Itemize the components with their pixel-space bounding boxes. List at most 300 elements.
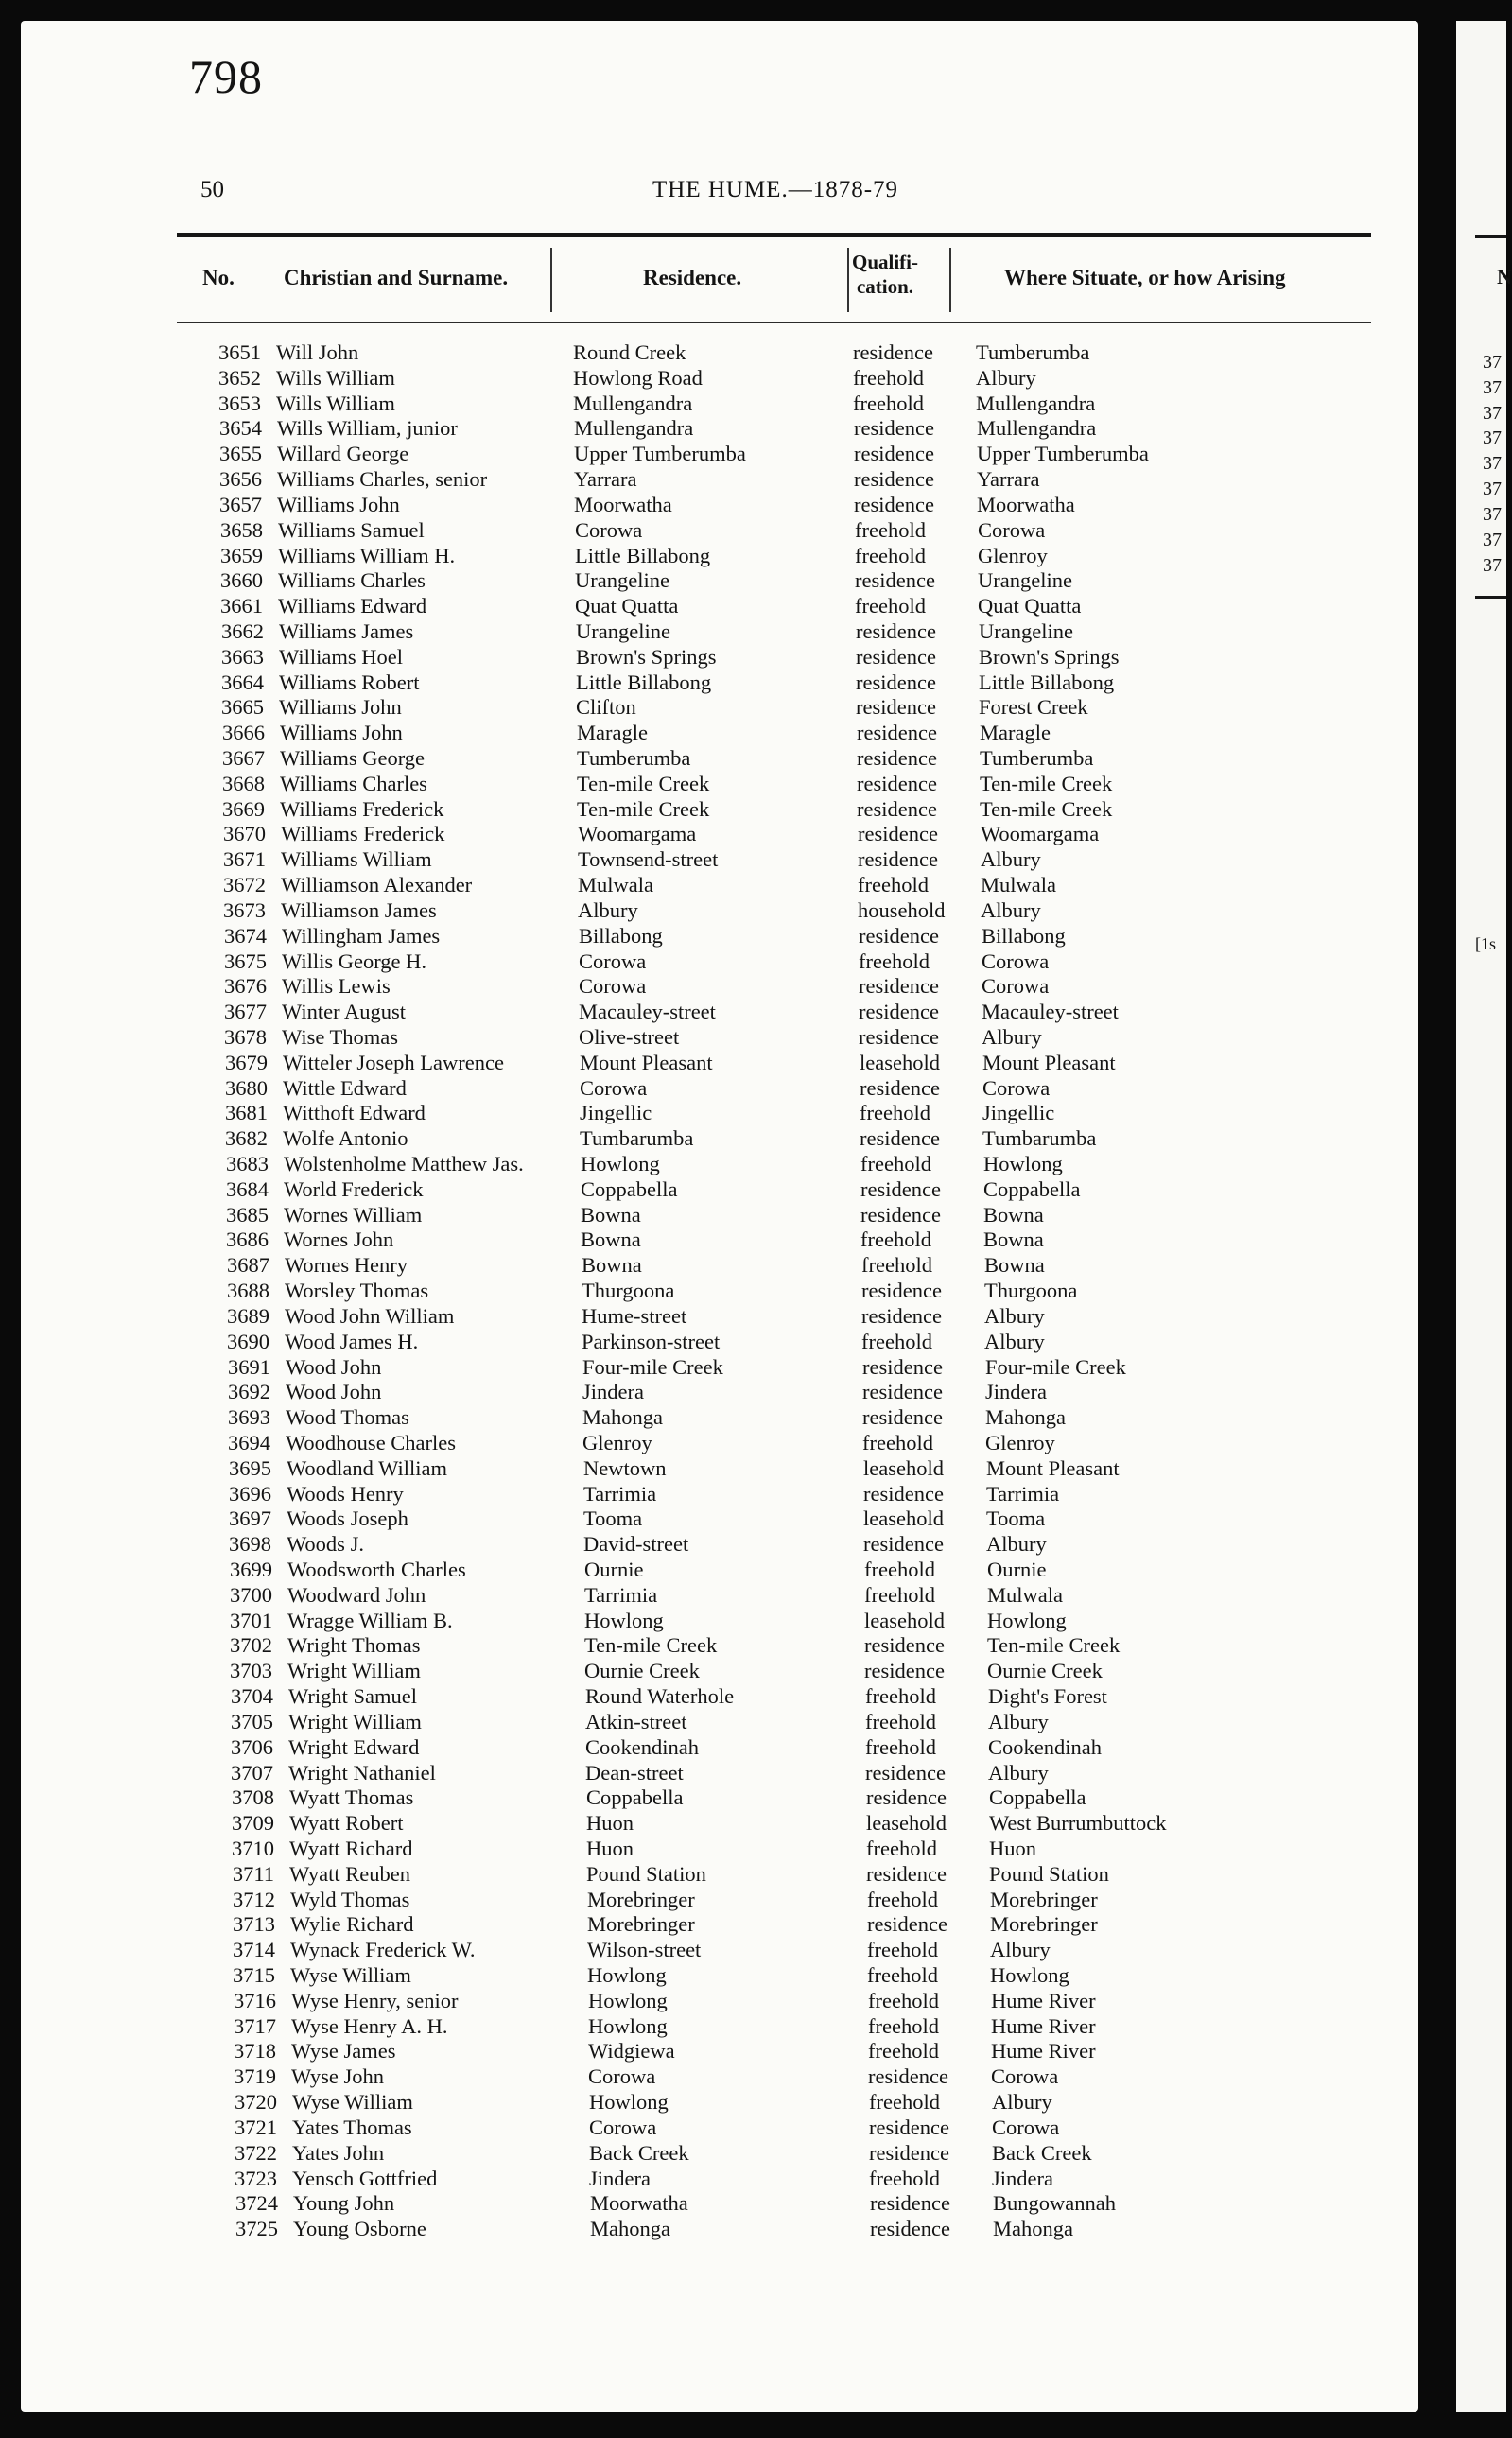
entry-where: Tumberumba [976,340,1090,364]
entry-number: 3677 [224,1000,267,1024]
entry-residence: Howlong [588,1988,668,2012]
entry-number: 3709 [232,1811,274,1836]
entry-residence: Ten-mile Creek [577,771,710,795]
entry-number: 3717 [234,2013,276,2038]
table-row [21,2039,1418,2064]
entry-name: Williams Frederick [281,822,445,846]
adjacent-page-number: 37 [1483,427,1502,449]
entry-qualification: residence [859,974,939,999]
entry-qualification: freehold [860,1228,931,1252]
table-row [21,1076,1418,1102]
table-row [21,721,1418,746]
entry-qualification: residence [868,2064,948,2089]
entry-number: 3723 [235,2166,277,2190]
entry-where: Dight's Forest [988,1684,1107,1709]
table-row [21,340,1418,366]
entry-residence: Maragle [577,721,648,745]
entry-name: Wright Edward [288,1734,420,1759]
table-row [21,1000,1418,1025]
entry-name: Woodward John [287,1582,426,1607]
elector-list [21,340,1418,2242]
entry-name: Wylie Richard [290,1912,414,1937]
entry-number: 3687 [227,1253,269,1278]
entry-number: 3711 [232,1861,274,1886]
entry-number: 3691 [228,1354,270,1379]
column-header-where: Where Situate, or how Arising [1004,266,1286,289]
entry-residence: Huon [586,1836,634,1860]
entry-residence: Dean-street [585,1760,684,1785]
entry-where: Yarrara [977,467,1040,492]
entry-where: Huon [989,1836,1036,1860]
entry-where: Howlong [990,1963,1069,1987]
entry-name: Woodsworth Charles [287,1558,466,1581]
running-title: THE HUME.—1878-79 [652,177,899,202]
table-row [21,746,1418,772]
entry-qualification: residence [854,492,934,516]
entry-qualification: residence [869,2115,949,2139]
table-row [21,1355,1418,1381]
entry-number: 3657 [219,492,262,516]
entry-qualification: residence [855,568,935,593]
entry-residence: Olive-street [579,1024,680,1049]
table-row [21,1912,1418,1938]
entry-where: Little Billabong [979,670,1115,694]
entry-name: Williams William [281,847,432,872]
entry-where: Corowa [992,2115,1060,2139]
entry-number: 3707 [231,1760,273,1785]
entry-number: 3683 [226,1152,269,1175]
entry-residence: Mulwala [578,873,653,897]
table-row [21,2217,1418,2242]
entry-number: 3701 [230,1608,272,1632]
table-row [21,822,1418,847]
entry-residence: Coppabella [586,1785,684,1810]
entry-qualification: freehold [855,594,926,618]
entry-residence: Mahonga [590,2217,670,2241]
entry-residence: Wilson-street [587,1938,702,1962]
entry-name: Wood John [286,1354,382,1379]
adjacent-page-rule [1475,596,1506,599]
entry-residence: Moorwatha [590,2191,688,2216]
entry-qualification: residence [862,1405,943,1430]
entry-where: Upper Tumberumba [977,442,1149,466]
entry-residence: Mullengandra [573,391,693,415]
entry-name: Wyse Henry, senior [291,1988,459,2012]
entry-name: Wolfe Antonio [283,1126,408,1151]
entry-where: Tumbarumba [982,1126,1097,1151]
column-header-residence: Residence. [643,266,742,289]
table-row [21,1659,1418,1684]
table-row [21,568,1418,594]
table-row [21,1253,1418,1279]
entry-name: Will John [276,340,359,364]
entry-where: Jingellic [982,1101,1055,1125]
entry-qualification: leasehold [866,1811,947,1836]
entry-where: Hume River [991,2013,1096,2038]
entry-qualification: freehold [868,1988,939,2012]
entry-qualification: freehold [868,2039,939,2064]
entry-name: Williams William H. [278,543,456,567]
table-row [21,2141,1418,2167]
header-bottom-rule [177,322,1371,323]
entry-name: Williams John [277,492,400,516]
entry-where: Glenroy [978,543,1048,567]
entry-where: Albury [984,1303,1045,1328]
entry-residence: Corowa [579,949,647,973]
entry-name: Williams James [279,618,414,643]
table-row [21,2191,1418,2217]
table-row [21,493,1418,518]
entry-qualification: leasehold [863,1455,944,1480]
entry-number: 3655 [219,442,262,466]
entry-name: Wornes John [284,1228,394,1252]
entry-where: Howlong [983,1152,1063,1175]
entry-name: Wragge William B. [287,1608,453,1632]
column-divider [550,248,552,312]
table-row [21,1431,1418,1456]
entry-where: Ournie [987,1558,1047,1581]
entry-number: 3710 [232,1836,274,1860]
entry-where: Corowa [991,2064,1059,2089]
table-row [21,392,1418,417]
entry-number: 3692 [228,1380,270,1404]
table-row [21,594,1418,619]
table-row [21,2090,1418,2116]
entry-name: Wyse Henry A. H. [291,2013,448,2038]
entry-residence: Howlong Road [573,365,703,390]
entry-number: 3712 [233,1887,275,1911]
entry-qualification: residence [864,1659,945,1683]
entry-residence: Howlong [584,1608,664,1632]
entry-where: Jindera [985,1380,1047,1404]
entry-residence: Howlong [588,2013,668,2038]
entry-qualification: freehold [855,517,926,542]
table-row [21,1279,1418,1304]
entry-name: Wolstenholme Matthew Jas. [284,1152,524,1175]
entry-number: 3693 [228,1405,270,1430]
entry-residence: Tarrimia [583,1481,657,1506]
entry-name: Williamson James [281,897,437,922]
table-row [21,442,1418,467]
entry-qualification: freehold [853,391,924,415]
entry-name: Witthoft Edward [283,1101,426,1125]
entry-number: 3663 [221,644,264,669]
table-row [21,1558,1418,1583]
table-row [21,695,1418,721]
entry-where: Mullengandra [976,391,1096,415]
entry-where: Corowa [982,974,1050,999]
entry-number: 3651 [218,340,261,364]
entry-where: Bowna [983,1228,1044,1252]
adjacent-page-number: 37 [1483,352,1502,373]
entry-number: 3714 [233,1938,275,1962]
entry-qualification: freehold [867,1938,938,1962]
entry-number: 3684 [226,1176,269,1201]
entry-residence: Corowa [589,2115,657,2139]
entry-qualification: freehold [864,1558,935,1581]
table-row [21,1532,1418,1558]
entry-where: Albury [976,365,1036,390]
entry-name: Yates John [292,2140,385,2165]
entry-qualification: residence [867,1912,947,1937]
entry-qualification: freehold [868,2013,939,2038]
table-row [21,924,1418,949]
table-row [21,898,1418,924]
entry-residence: Morebringer [587,1912,695,1937]
entry-qualification: residence [856,670,936,694]
table-row [21,873,1418,898]
entry-number: 3706 [231,1734,273,1759]
entry-number: 3671 [223,847,266,872]
entry-name: Williams Frederick [280,796,444,821]
entry-where: Jindera [992,2166,1053,2190]
entry-qualification: residence [860,1126,940,1151]
table-row [21,949,1418,975]
table-row [21,1735,1418,1761]
entry-where: Thurgoona [984,1279,1078,1303]
entry-where: Albury [990,1938,1051,1962]
adjacent-page-number: 37 [1483,479,1502,500]
entry-qualification: freehold [866,1836,937,1860]
entry-where: Brown's Springs [979,644,1120,669]
entry-where: Corowa [982,1075,1051,1100]
adjacent-page-number: 37 [1483,402,1502,424]
entry-qualification: freehold [865,1734,936,1759]
entry-qualification: residence [859,1024,939,1049]
entry-name: Woodhouse Charles [286,1430,457,1454]
entry-residence: Atkin-street [585,1709,687,1733]
entry-qualification: residence [856,644,936,669]
entry-where: Urangeline [978,568,1072,593]
entry-where: Morebringer [990,1887,1098,1911]
entry-where: Mount Pleasant [982,1050,1116,1074]
entry-name: Wyld Thomas [290,1887,410,1911]
entry-where: Bowna [984,1253,1045,1278]
entry-name: Wyatt Robert [289,1811,404,1836]
entry-where: Mahonga [993,2217,1073,2241]
entry-qualification: residence [857,771,937,795]
entry-residence: Tooma [583,1506,643,1531]
entry-residence: Mount Pleasant [580,1050,713,1074]
adjacent-page-number: 37 [1483,554,1502,576]
entry-number: 3667 [222,746,265,770]
entry-qualification: residence [853,340,933,364]
entry-qualification: freehold [869,2090,940,2115]
table-row [21,467,1418,493]
entry-name: Wills William [276,365,395,390]
entry-residence: Moorwatha [574,492,672,516]
table-row [21,1710,1418,1735]
entry-number: 3673 [223,897,266,922]
entry-residence: Urangeline [575,568,669,593]
table-row [21,1456,1418,1482]
table-row [21,797,1418,823]
table-row [21,518,1418,544]
entry-name: Wittle Edward [283,1075,407,1100]
entry-where: Albury [984,1329,1045,1353]
entry-where: Albury [986,1532,1047,1557]
table-row [21,416,1418,442]
table-row [21,1101,1418,1126]
table-row [21,1126,1418,1152]
entry-name: Williamson Alexander [281,873,473,897]
entry-where: Mount Pleasant [986,1455,1120,1480]
entry-residence: Jindera [582,1380,644,1404]
entry-name: Wright Thomas [287,1633,421,1658]
entry-residence: Bowna [582,1253,642,1278]
entry-qualification: freehold [855,543,926,567]
entry-qualification: residence [860,1202,941,1227]
entry-qualification: leasehold [863,1506,944,1531]
column-divider [949,248,951,312]
entry-residence: Mullengandra [574,416,694,441]
entry-residence: Little Billabong [576,670,712,694]
entry-qualification: residence [869,2140,949,2165]
entry-residence: Corowa [575,517,643,542]
entry-residence: Ournie [584,1558,644,1581]
entry-number: 3679 [225,1050,268,1074]
entry-residence: Huon [586,1811,634,1836]
entry-name: Woods J. [287,1532,364,1557]
register-page [21,21,1418,2412]
entry-residence: Tumbarumba [580,1126,694,1151]
entry-residence: Little Billabong [575,543,711,567]
entry-number: 3715 [233,1963,275,1987]
entry-where: Cookendinah [988,1734,1102,1759]
entry-residence: Billabong [579,923,663,948]
entry-residence: Round Waterhole [585,1684,735,1709]
entry-residence: Bowna [581,1202,641,1227]
entry-name: Wornes William [284,1202,423,1227]
entry-name: Willard George [277,442,409,466]
entry-qualification: residence [863,1481,944,1506]
entry-where: Ten-mile Creek [987,1633,1121,1658]
table-row [21,1228,1418,1253]
entry-qualification: freehold [860,1152,931,1175]
entry-residence: David-street [583,1532,689,1557]
entry-qualification: freehold [853,365,924,390]
entry-where: Ten-mile Creek [980,796,1113,821]
entry-number: 3661 [220,594,263,618]
entry-name: Willingham James [282,923,441,948]
adjacent-page-number: 37 [1483,503,1502,525]
entry-qualification: residence [864,1633,945,1658]
entry-where: Tumberumba [980,746,1094,770]
entry-residence: Thurgoona [582,1279,675,1303]
entry-where: Coppabella [989,1785,1086,1810]
entry-name: Williams George [280,746,426,770]
entry-name: Williams John [280,721,403,745]
entry-name: Wright William [288,1709,422,1733]
entry-where: Woomargama [981,822,1100,846]
entry-residence: Pound Station [586,1861,706,1886]
entry-name: Wright William [287,1659,421,1683]
entry-number: 3678 [224,1024,267,1049]
entry-name: Wood John William [285,1303,455,1328]
entry-number: 3670 [223,822,266,846]
table-row [21,670,1418,696]
entry-name: Wyatt Richard [289,1836,413,1860]
entry-number: 3662 [221,618,264,643]
entry-residence: Coppabella [581,1176,678,1201]
column-header-qualification-text: Qualifi- cation. [851,251,918,298]
entry-number: 3680 [225,1075,268,1100]
entry-where: Urangeline [979,618,1073,643]
entry-name: Williams Charles [280,771,427,795]
entry-residence: Quat Quatta [575,594,679,618]
entry-residence: Corowa [588,2064,656,2089]
entry-where: Albury [988,1760,1049,1785]
entry-number: 3656 [219,467,262,492]
entry-number: 3672 [223,873,266,897]
entry-name: Worsley Thomas [285,1279,429,1303]
entry-name: Willis George H. [282,949,427,973]
entry-where: Hume River [991,1988,1096,2012]
page-number: 50 [200,177,224,202]
entry-qualification: residence [862,1354,943,1379]
folio-number: 798 [189,50,263,103]
entry-number: 3694 [228,1430,270,1454]
entry-where: Maragle [980,721,1051,745]
column-header-qualification [838,250,932,299]
entry-name: Witteler Joseph Lawrence [283,1050,504,1074]
entry-where: Mulwala [987,1582,1063,1607]
entry-qualification: residence [859,923,939,948]
entry-residence: Hume-street [582,1303,687,1328]
entry-name: Wise Thomas [282,1024,399,1049]
entry-number: 3708 [232,1785,274,1810]
entry-qualification: household [858,897,946,922]
entry-name: Winter August [282,1000,406,1024]
entry-qualification: leasehold [864,1608,945,1632]
entry-number: 3695 [229,1455,271,1480]
table-row [21,1203,1418,1228]
entry-number: 3689 [227,1303,269,1328]
entry-number: 3725 [235,2217,278,2241]
table-row [21,1761,1418,1786]
table-row [21,1506,1418,1532]
table-row [21,1989,1418,2014]
entry-name: Williams Charles, senior [277,467,488,492]
entry-number: 3713 [233,1912,275,1937]
entry-qualification: residence [860,1176,941,1201]
entry-number: 3665 [221,695,264,720]
entry-residence: Brown's Springs [576,644,717,669]
entry-number: 3668 [222,771,265,795]
entry-number: 3718 [234,2039,276,2064]
header-top-rule [177,233,1371,237]
entry-number: 3724 [235,2191,278,2216]
entry-name: World Frederick [284,1176,424,1201]
entry-number: 3697 [229,1506,271,1531]
entry-where: Billabong [982,923,1066,948]
entry-qualification: freehold [865,1709,936,1733]
entry-qualification: freehold [861,1329,932,1353]
entry-qualification: residence [866,1785,947,1810]
table-row [21,645,1418,670]
entry-qualification: freehold [864,1582,935,1607]
entry-residence: Upper Tumberumba [574,442,746,466]
entry-name: Willis Lewis [282,974,391,999]
adjacent-page-header: N [1497,265,1512,288]
entry-number: 3700 [230,1582,272,1607]
entry-name: Williams Robert [279,670,420,694]
entry-qualification: freehold [859,949,930,973]
entry-number: 3674 [224,923,267,948]
entry-number: 3686 [226,1228,269,1252]
entry-number: 3704 [231,1684,273,1709]
table-row [21,1330,1418,1355]
